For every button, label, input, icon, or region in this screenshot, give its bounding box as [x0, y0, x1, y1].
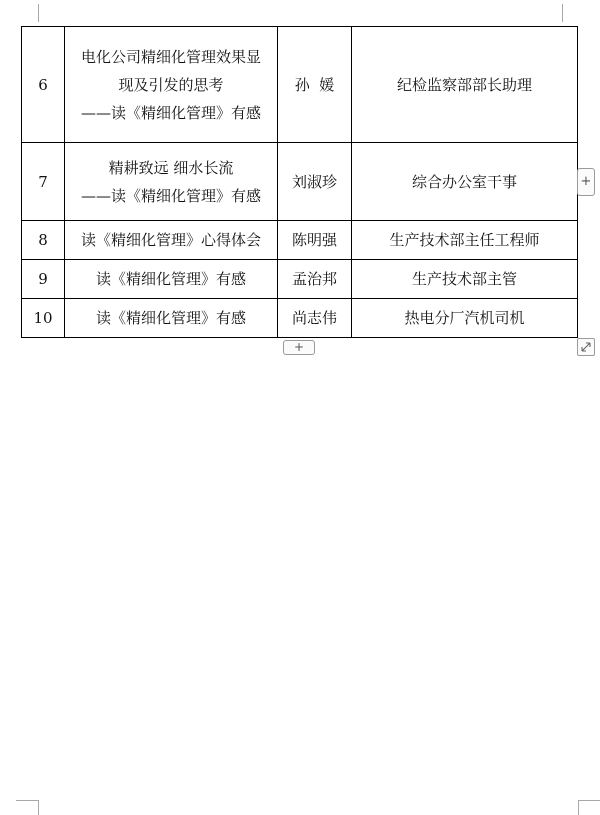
crop-mark-bottom-left: [16, 800, 39, 815]
row-number-cell[interactable]: 9: [22, 260, 65, 299]
row-number-cell[interactable]: 10: [22, 299, 65, 338]
position-cell[interactable]: 热电分厂汽机司机: [352, 299, 578, 338]
table-row: [22, 299, 578, 338]
table-row: [22, 221, 578, 260]
resize-diagonal-icon[interactable]: [577, 338, 595, 356]
article-title-cell[interactable]: [65, 221, 278, 260]
row-number-cell[interactable]: 6: [22, 27, 65, 143]
position-cell[interactable]: 生产技术部主管: [352, 260, 578, 299]
article-title-cell[interactable]: [65, 143, 278, 221]
table-row: [22, 27, 578, 143]
author-cell[interactable]: 陈明强: [278, 221, 352, 260]
article-title-cell[interactable]: [65, 27, 278, 143]
title-line: 精耕致远 细水长流: [108, 158, 234, 177]
author-cell[interactable]: 刘淑珍: [278, 143, 352, 221]
position-cell[interactable]: 综合办公室干事: [352, 143, 578, 221]
add-row-button[interactable]: +: [283, 340, 315, 355]
add-column-button[interactable]: +: [577, 168, 595, 196]
articles-table: [21, 26, 578, 338]
table-row: [22, 143, 578, 221]
article-title-cell[interactable]: [65, 299, 278, 338]
article-title-cell[interactable]: [65, 260, 278, 299]
title-line: 现及引发的思考: [118, 75, 224, 94]
title-line: 读《精细化管理》有感: [95, 309, 246, 327]
author-cell[interactable]: 尚志伟: [278, 299, 352, 338]
row-number-cell[interactable]: 7: [22, 143, 65, 221]
author-cell[interactable]: 孙 媛: [278, 27, 352, 143]
title-line: ——读《精细化管理》有感: [80, 186, 261, 205]
table-row: [22, 260, 578, 299]
title-line: 电化公司精细化管理效果显: [80, 47, 261, 66]
title-line: 读《精细化管理》心得体会: [80, 231, 261, 249]
title-line: 读《精细化管理》有感: [95, 270, 246, 288]
row-number-cell[interactable]: 8: [22, 221, 65, 260]
author-cell[interactable]: 孟治邦: [278, 260, 352, 299]
crop-mark-bottom-right: [578, 800, 600, 815]
position-cell[interactable]: 生产技术部主任工程师: [352, 221, 578, 260]
title-line: ——读《精细化管理》有感: [80, 103, 261, 122]
position-cell[interactable]: 纪检监察部部长助理: [352, 27, 578, 143]
crop-mark-top-right: [562, 4, 583, 22]
crop-mark-top-left: [16, 4, 39, 22]
